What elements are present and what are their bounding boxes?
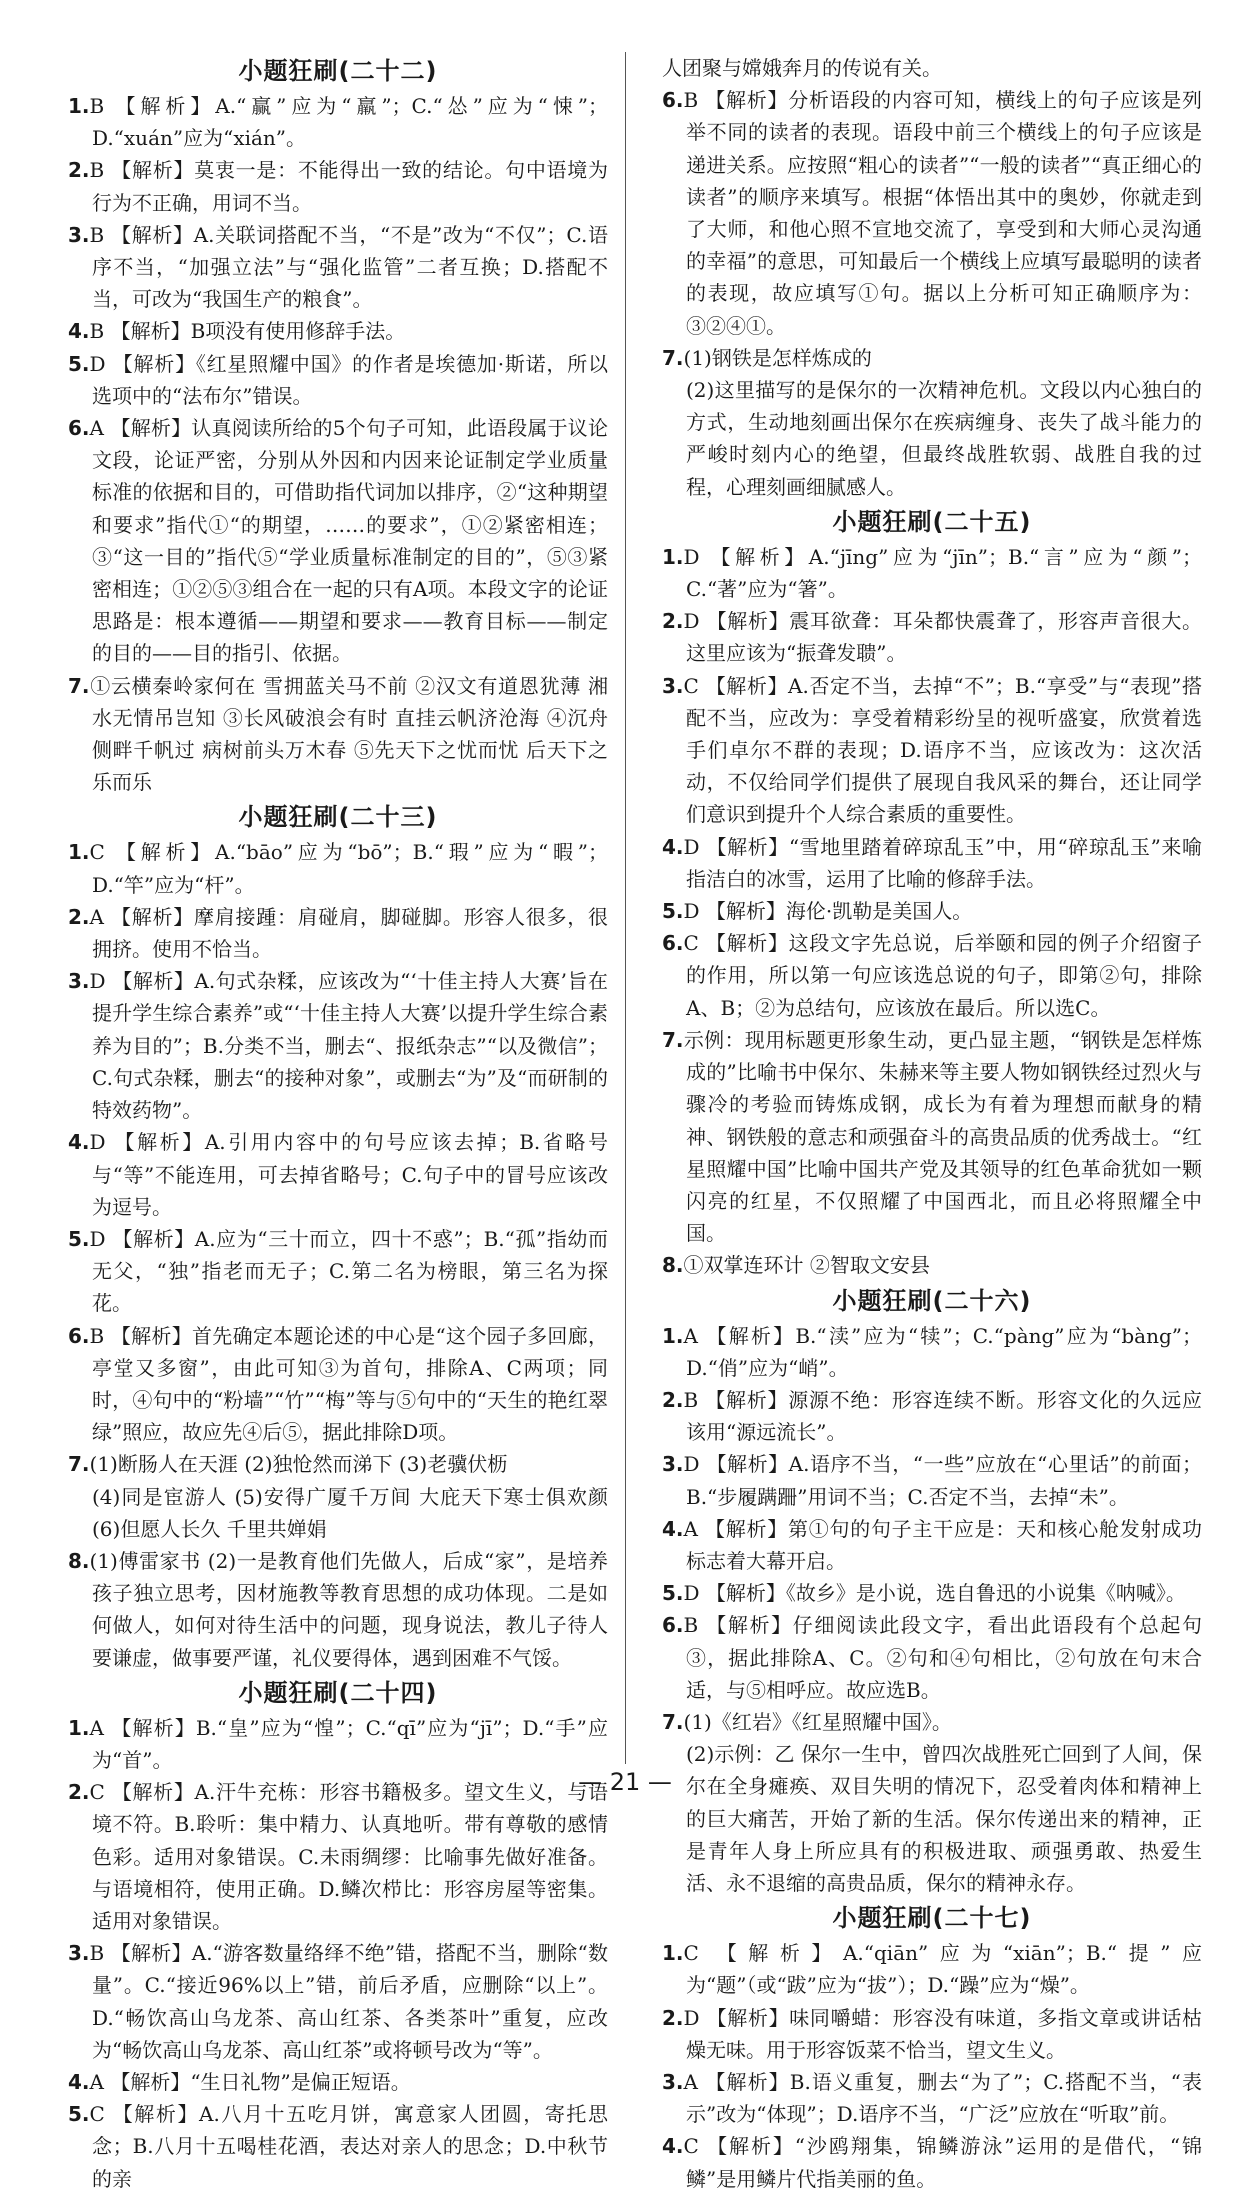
answer-item: 6.C 【解析】这段文字先总说，后举颐和园的例子介绍窗子的作用，所以第一句应该选总说的句子，即第②句，排除A、B；②为总结句，应该放在最后。所以选C。 — [662, 931, 1202, 1020]
answer-item: 5.D 【解析】《红星照耀中国》的作者是埃德加·斯诺，所以选项中的“法布尔”错误。 — [68, 351, 608, 408]
section-title: 小题狂刷(二十二) — [238, 57, 438, 85]
right-column — [662, 52, 1202, 2195]
answer-item: 7.(1)钢铁是怎样炼成的 — [662, 345, 872, 370]
answer-item: 7.示例：现用标题更形象生动，更凸显主题，“钢铁是怎样炼成的”比喻书中保尔、朱赫来等主要人物如钢铁经过烈火与骤冷的考验而铸炼成钢，成长为有着为理想而献身的精神、钢铁般的意志和顽强奋斗的高贵品质的优秀战士。“红星照耀中国”比喻中国共产党及其领导的红色革命犹如一颗闪亮的红星，不仅照耀了中国西北，而且必将照耀全中国。 — [662, 1027, 1202, 1246]
column-divider — [625, 52, 626, 1764]
answer-item: 4.A 【解析】“生日礼物”是偏正短语。 — [68, 2069, 411, 2094]
answer-item: 2.B 【解析】源源不绝：形容连续不断。形容文化的久远应该用“源远流长”。 — [662, 1387, 1202, 1445]
answer-subline: (2)示例：乙 保尔一生中，曾四次战胜死亡回到了人间，保尔在全身瘫痪、双目失明的情况下，忍受着肉体和精神上的巨大痛苦，开始了新的生活。保尔传递出来的精神，正是青年人身上所应具有的积极进取、顽强勇敢、热爱生活、永不退缩的高贵品质，保尔的精神永存。 — [686, 1742, 1202, 1895]
answer-item: 7.①云横秦岭家何在 雪拥蓝关马不前 ②汉文有道恩犹薄 湘水无情吊岂知 ③长风破浪会有时 直挂云帆济沧海 ④沉舟侧畔千帆过 病树前头万木春 ⑤先天下之忧而忧 后天下之乐而乐 — [68, 673, 608, 795]
answer-item: 4.C 【解析】“沙鸥翔集，锦鳞游泳”运用的是借代，“锦鳞”是用鳞片代指美丽的鱼。 — [662, 2134, 1202, 2191]
left-column — [68, 52, 608, 2195]
answer-item: 6.B 【解析】首先确定本题论述的中心是“这个园子多回廊，亭堂又多窗”，由此可知③为首句，排除A、C两项；同时，④句中的“粉墙”“竹”“梅”等与⑤句中的“天生的艳红翠绿”照应，故应先④后⑤，据此排除D项。 — [68, 1323, 608, 1445]
answer-item: 7.(1)《红岩》《红星照耀中国》。 — [662, 1709, 952, 1734]
answer-subline: (2)这里描写的是保尔的一次精神危机。文段以内心独白的方式，生动地刻画出保尔在疾病缠身、丧失了战斗能力的严峻时刻内心的绝望，但最终战胜软弱、战胜自我的过程，心理刻画细腻感人。 — [686, 378, 1202, 499]
section-title: 小题狂刷(二十三) — [238, 803, 438, 832]
answer-item: 3.D 【解析】A.语序不当，“一些”应放在“心里话”的前面；B.“步履蹒跚”用词不当；C.否定不当，去掉“未”。 — [662, 1452, 1202, 1509]
answer-item: 6.B 【解析】分析语段的内容可知，横线上的句子应该是列举不同的读者的表现。语段中前三个横线上的句子应该是递进关系。应按照“粗心的读者”“一般的读者”“真正细心的读者”的顺序来填写。根据“体悟出其中的奥妙，你就走到了大师，和他心照不宣地交流了，享受到和大师心灵沟通的幸福”的意思，可知最后一个横线上应填写最聪明的读者的表现，故应填写①句。据以上分析可知正确顺序为：③②④①。 — [662, 88, 1202, 338]
answer-item: 3.A 【解析】B.语义重复，删去“为了”；C.搭配不当，“表示”改为“体现”；D.语序不当，“广泛”应放在“听取”前。 — [662, 2069, 1202, 2127]
answer-item: 1.A 【解析】B.“渎”应为“犊”；C.“pàng”应为“bàng”；D.“俏”应为“峭”。 — [662, 1323, 1202, 1380]
answer-item: 1.C 【解析】A.“bāo”应为“bō”；B.“瑕”应为“暇”；D.“竿”应为“杆”。 — [68, 840, 608, 897]
continued-text: 人团聚与嫦娥奔月的传说有关。 — [662, 56, 942, 80]
answer-item: 3.B 【解析】A.关联词搭配不当，“不是”改为“不仅”；C.语序不当，“加强立法”与“强化监管”二者互换；D.搭配不当，可改为“我国生产的粮食”。 — [68, 222, 608, 312]
answer-item: 3.C 【解析】A.否定不当，去掉“不”；B.“享受”与“表现”搭配不当，应改为：享受着精彩纷呈的视听盛宴，欣赏着选手们卓尔不群的表现；D.语序不当，应该改为：这次活动，不仅给同学们提供了展现自我风采的舞台，还让同学们意识到提升个人综合素质的重要性。 — [662, 673, 1202, 827]
answer-item: 2.D 【解析】味同嚼蜡：形容没有味道，多指文章或讲话枯燥无味。用于形容饭菜不恰当，望文生义。 — [662, 2005, 1202, 2062]
answer-item: 1.D 【解析】A.“jīng”应为“jīn”；B.“言”应为“颜”；C.“著”应为“箸”。 — [662, 544, 1202, 602]
answer-item: 8.①双掌连环计 ②智取文安县 — [662, 1253, 930, 1278]
answer-item: 5.C 【解析】A.八月十五吃月饼，寓意家人团圆，寄托思念；B.八月十五喝桂花酒，表达对亲人的思念；D.中秋节的亲 — [68, 2102, 608, 2191]
answer-item: 4.D 【解析】A.引用内容中的句号应该去掉；B.省略号与“等”不能连用，可去掉省略号；C.句子中的冒号应该改为逗号。 — [68, 1130, 608, 1219]
answer-item: 5.D 【解析】A.应为“三十而立，四十不惑”；B.“孤”指幼而无父，“独”指老而无子；C.第二名为榜眼，第三名为探花。 — [68, 1226, 608, 1316]
answer-item: 7.(1)断肠人在天涯 (2)独怆然而涕下 (3)老骥伏枥 — [68, 1452, 508, 1477]
answer-item: 2.B 【解析】莫衷一是：不能得出一致的结论。句中语境为行为不正确，用词不当。 — [68, 158, 608, 215]
answer-item: 4.D 【解析】“雪地里踏着碎琼乱玉”中，用“碎琼乱玉”来喻指洁白的冰雪，运用了比喻的修辞手法。 — [662, 834, 1202, 891]
answer-item: 1.C 【解析】A.“qiān”应为“xiān”；B.“提”应为“题”（或“跋”应为“拔”）；D.“躁”应为“燥”。 — [662, 1941, 1202, 1998]
answer-item: 5.D 【解析】海伦·凯勒是美国人。 — [662, 899, 973, 924]
answer-item: 1.B 【解析】A.“赢”应为“羸”；C.“怂”应为“悚”；D.“xuán”应为“xián”。 — [68, 94, 608, 151]
answer-subline: (4)同是宦游人 (5)安得广厦千万间 大庇天下寒士俱欢颜 (6)但愿人长久 千里共婵娟 — [92, 1484, 608, 1541]
answer-item: 6.B 【解析】仔细阅读此段文字，看出此语段有个总起句③，据此排除A、C。②句和④句相比，②句放在句末合适，与⑤相呼应。故应选B。 — [662, 1613, 1202, 1702]
answer-item: 2.A 【解析】摩肩接踵：肩碰肩，脚碰脚。形容人很多，很拥挤。使用不恰当。 — [68, 904, 608, 962]
answer-item: 6.A 【解析】认真阅读所给的5个句子可知，此语段属于议论文段，论证严密，分别从外因和内因来论证制定学业质量标准的依据和目的，可借助指代词加以排序，②“这种期望和要求”指代①“的期望，……的要求”，①②紧密相连；③“这一目的”指代⑤“学业质量标准制定的目的”，⑤③紧密相连；①②⑤③组合在一起的只有A项。本段文字的论证思路是：根本遵循——期望和要求——教育目标——制定的目的——目的指引、依据。 — [68, 416, 608, 666]
section-title: 小题狂刷(二十五) — [832, 507, 1032, 536]
section-title: 小题狂刷(二十六) — [832, 1286, 1032, 1315]
answer-item: 4.A 【解析】第①句的句子主干应是：天和核心舱发射成功标志着大幕开启。 — [662, 1516, 1202, 1573]
page-number: — 21 — — [578, 1768, 672, 1796]
answer-item: 2.C 【解析】A.汗牛充栋：形容书籍极多。望文生义，与语境不符。B.聆听：集中精力、认真地听。带有尊敬的感情色彩。适用对象错误。C.未雨绸缪：比喻事先做好准备。与语境相符，使用正确。D.鳞次栉比：形容房屋等密集。适用对象错误。 — [68, 1780, 608, 1933]
answer-item: 3.D 【解析】A.句式杂糅，应该改为“‘十佳主持人大赛’旨在提升学生综合素养”或“‘十佳主持人大赛’以提升学生综合素养为目的”；B.分类不当，删去“、报纸杂志”“以及微信”；C.句式杂糅，删去“的接种对象”，或删去“为”及“而研制的特效药物”。 — [68, 969, 608, 1123]
answer-item: 4.B 【解析】B项没有使用修辞手法。 — [68, 319, 406, 344]
answer-item: 1.A 【解析】B.“皇”应为“惶”；C.“qī”应为“jī”；D.“手”应为“首”。 — [68, 1715, 608, 1772]
answer-item: 3.B 【解析】A.“游客数量络绎不绝”错，搭配不当，删除“数量”。C.“接近96%以上”错，前后矛盾，应删除“以上”。D.“畅饮高山乌龙茶、高山红茶、各类茶叶”重复，应改为“畅饮高山乌龙茶、高山红茶”或将顿号改为“等”。 — [68, 1941, 608, 2062]
answer-item: 8.(1)傅雷家书 (2)一是教育他们先做人，后成“家”，是培养孩子独立思考，因材施教等教育思想的成功体现。二是如何做人，如何对待生活中的问题，现身说法，教儿子待人要谦虚，做事要严谨，礼仪要得体，遇到困难不气馁。 — [68, 1548, 608, 1670]
section-title: 小题狂刷(二十七) — [832, 1904, 1032, 1933]
answer-item: 5.D 【解析】《故乡》是小说，选自鲁迅的小说集《呐喊》。 — [662, 1581, 1186, 1606]
answer-item: 2.D 【解析】震耳欲聋：耳朵都快震聋了，形容声音很大。这里应该为“振聋发聩”。 — [662, 609, 1202, 666]
section-title: 小题狂刷(二十四) — [238, 1678, 438, 1707]
